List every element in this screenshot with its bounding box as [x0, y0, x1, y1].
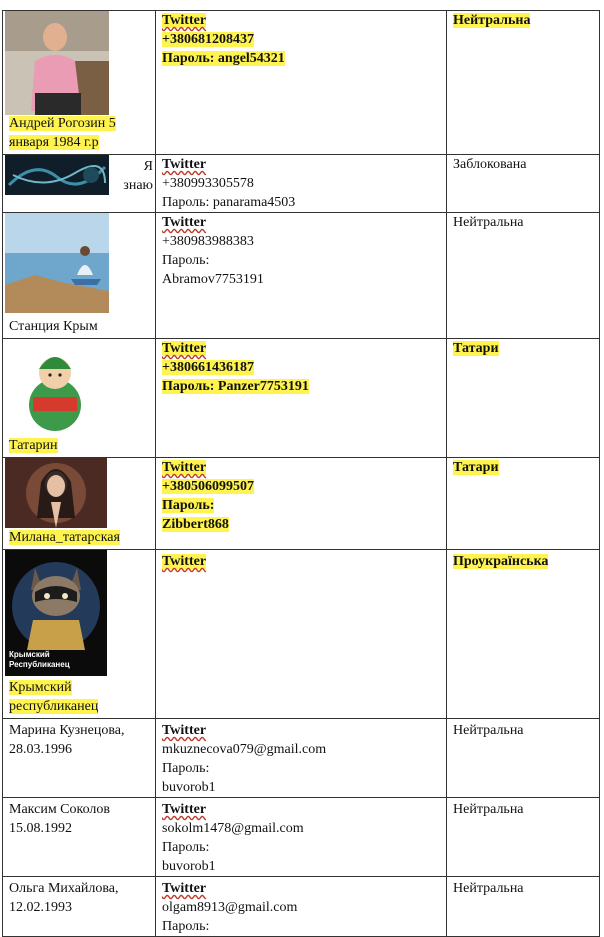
profile-cell [3, 798, 156, 877]
table-row [3, 458, 600, 550]
service-name: Twitter [162, 341, 207, 356]
roly-poly-doll-photo [5, 339, 105, 435]
profile-cell [3, 11, 156, 155]
service-name: Twitter [162, 723, 207, 738]
profile-cell [3, 458, 156, 550]
status-cell [447, 798, 600, 877]
table-row [3, 798, 600, 877]
status-badge: Нейтральна [453, 802, 524, 817]
service-name: Twitter [162, 802, 207, 817]
profile-name: Татарин [9, 438, 58, 453]
photo-caption: Крымский Республиканец [9, 650, 70, 669]
dark-abstract-photo [5, 155, 109, 195]
profile-name: Милана_татарская [9, 530, 120, 545]
credentials-cell [156, 11, 447, 155]
login-value: +380681208437 [162, 32, 254, 47]
password-label: Пароль: [162, 919, 210, 934]
profile-name: Марина Кузнецова, 28.03.1996 [9, 723, 125, 757]
status-badge: Проукраїнська [453, 554, 549, 569]
profile-cell [3, 339, 156, 458]
table-row [3, 719, 600, 798]
profile-name: Максим Соколов 15.08.1992 [9, 802, 111, 836]
password-value: Zibbert868 [162, 517, 229, 532]
login-value: +380993305578 [162, 176, 254, 191]
credentials-cell [156, 798, 447, 877]
service-name: Twitter [162, 215, 207, 230]
status-cell [447, 877, 600, 937]
password-line: Пароль: Panzer7753191 [162, 379, 309, 394]
password-label: Пароль: [162, 761, 210, 776]
service-name: Twitter [162, 881, 207, 896]
man-portrait-photo [5, 11, 109, 115]
status-cell [447, 550, 600, 719]
password-line: Пароль: angel54321 [162, 51, 285, 66]
table-row [3, 550, 600, 719]
password-value: buvorob1 [162, 859, 216, 874]
status-cell [447, 458, 600, 550]
profile-name: Андрей Рогозин 5 января 1984 г.р [9, 116, 116, 150]
password-label: Пароль: [162, 840, 210, 855]
status-badge: Нейтральна [453, 723, 524, 738]
profile-name: Ольга Михайлова, 12.02.1993 [9, 881, 119, 915]
credentials-cell [156, 719, 447, 798]
service-name: Twitter [162, 157, 207, 172]
profile-name: Крымский республиканец [9, 680, 99, 714]
profile-cell [3, 719, 156, 798]
credentials-cell [156, 458, 447, 550]
service-name: Twitter [162, 554, 207, 569]
status-cell [447, 719, 600, 798]
profile-cell [3, 213, 156, 339]
table-row [3, 11, 600, 155]
status-cell [447, 213, 600, 339]
login-value: +380983988383 [162, 234, 254, 249]
login-value: mkuznecova079@gmail.com [162, 742, 327, 757]
table-row [3, 339, 600, 458]
login-value: olgam8913@gmail.com [162, 900, 298, 915]
table-row [3, 877, 600, 937]
table-row [3, 155, 600, 213]
login-value: sokolm1478@gmail.com [162, 821, 304, 836]
status-cell [447, 155, 600, 213]
service-name: Twitter [162, 13, 207, 28]
profile-cell [3, 550, 156, 719]
service-name: Twitter [162, 460, 207, 475]
status-badge: Татари [453, 341, 499, 356]
status-badge: Заблокована [453, 157, 527, 172]
password-label: Пароль: [162, 253, 210, 268]
status-cell [447, 11, 600, 155]
woman-hands-photo [5, 458, 107, 528]
table-row [3, 213, 600, 339]
profile-name: Станция Крым [9, 319, 98, 334]
raccoon-avatar-photo [5, 550, 107, 676]
woman-sea-photo [5, 213, 109, 313]
status-badge: Нейтральна [453, 881, 524, 896]
status-badge: Нейтральна [453, 13, 531, 28]
accounts-table [2, 10, 600, 937]
status-cell [447, 339, 600, 458]
credentials-cell [156, 155, 447, 213]
credentials-cell [156, 213, 447, 339]
status-badge: Нейтральна [453, 215, 524, 230]
login-value: +380661436187 [162, 360, 254, 375]
password-label: Пароль: [162, 498, 215, 513]
credentials-cell [156, 550, 447, 719]
status-badge: Татари [453, 460, 499, 475]
profile-cell [3, 877, 156, 937]
password-line: Пароль: panarama4503 [162, 195, 296, 210]
login-value: +380506099507 [162, 479, 254, 494]
credentials-cell [156, 877, 447, 937]
credentials-cell [156, 339, 447, 458]
profile-name: Я знаю [123, 159, 153, 193]
password-value: buvorob1 [162, 780, 216, 795]
profile-cell [3, 155, 156, 213]
password-value: Abramov7753191 [162, 272, 264, 287]
